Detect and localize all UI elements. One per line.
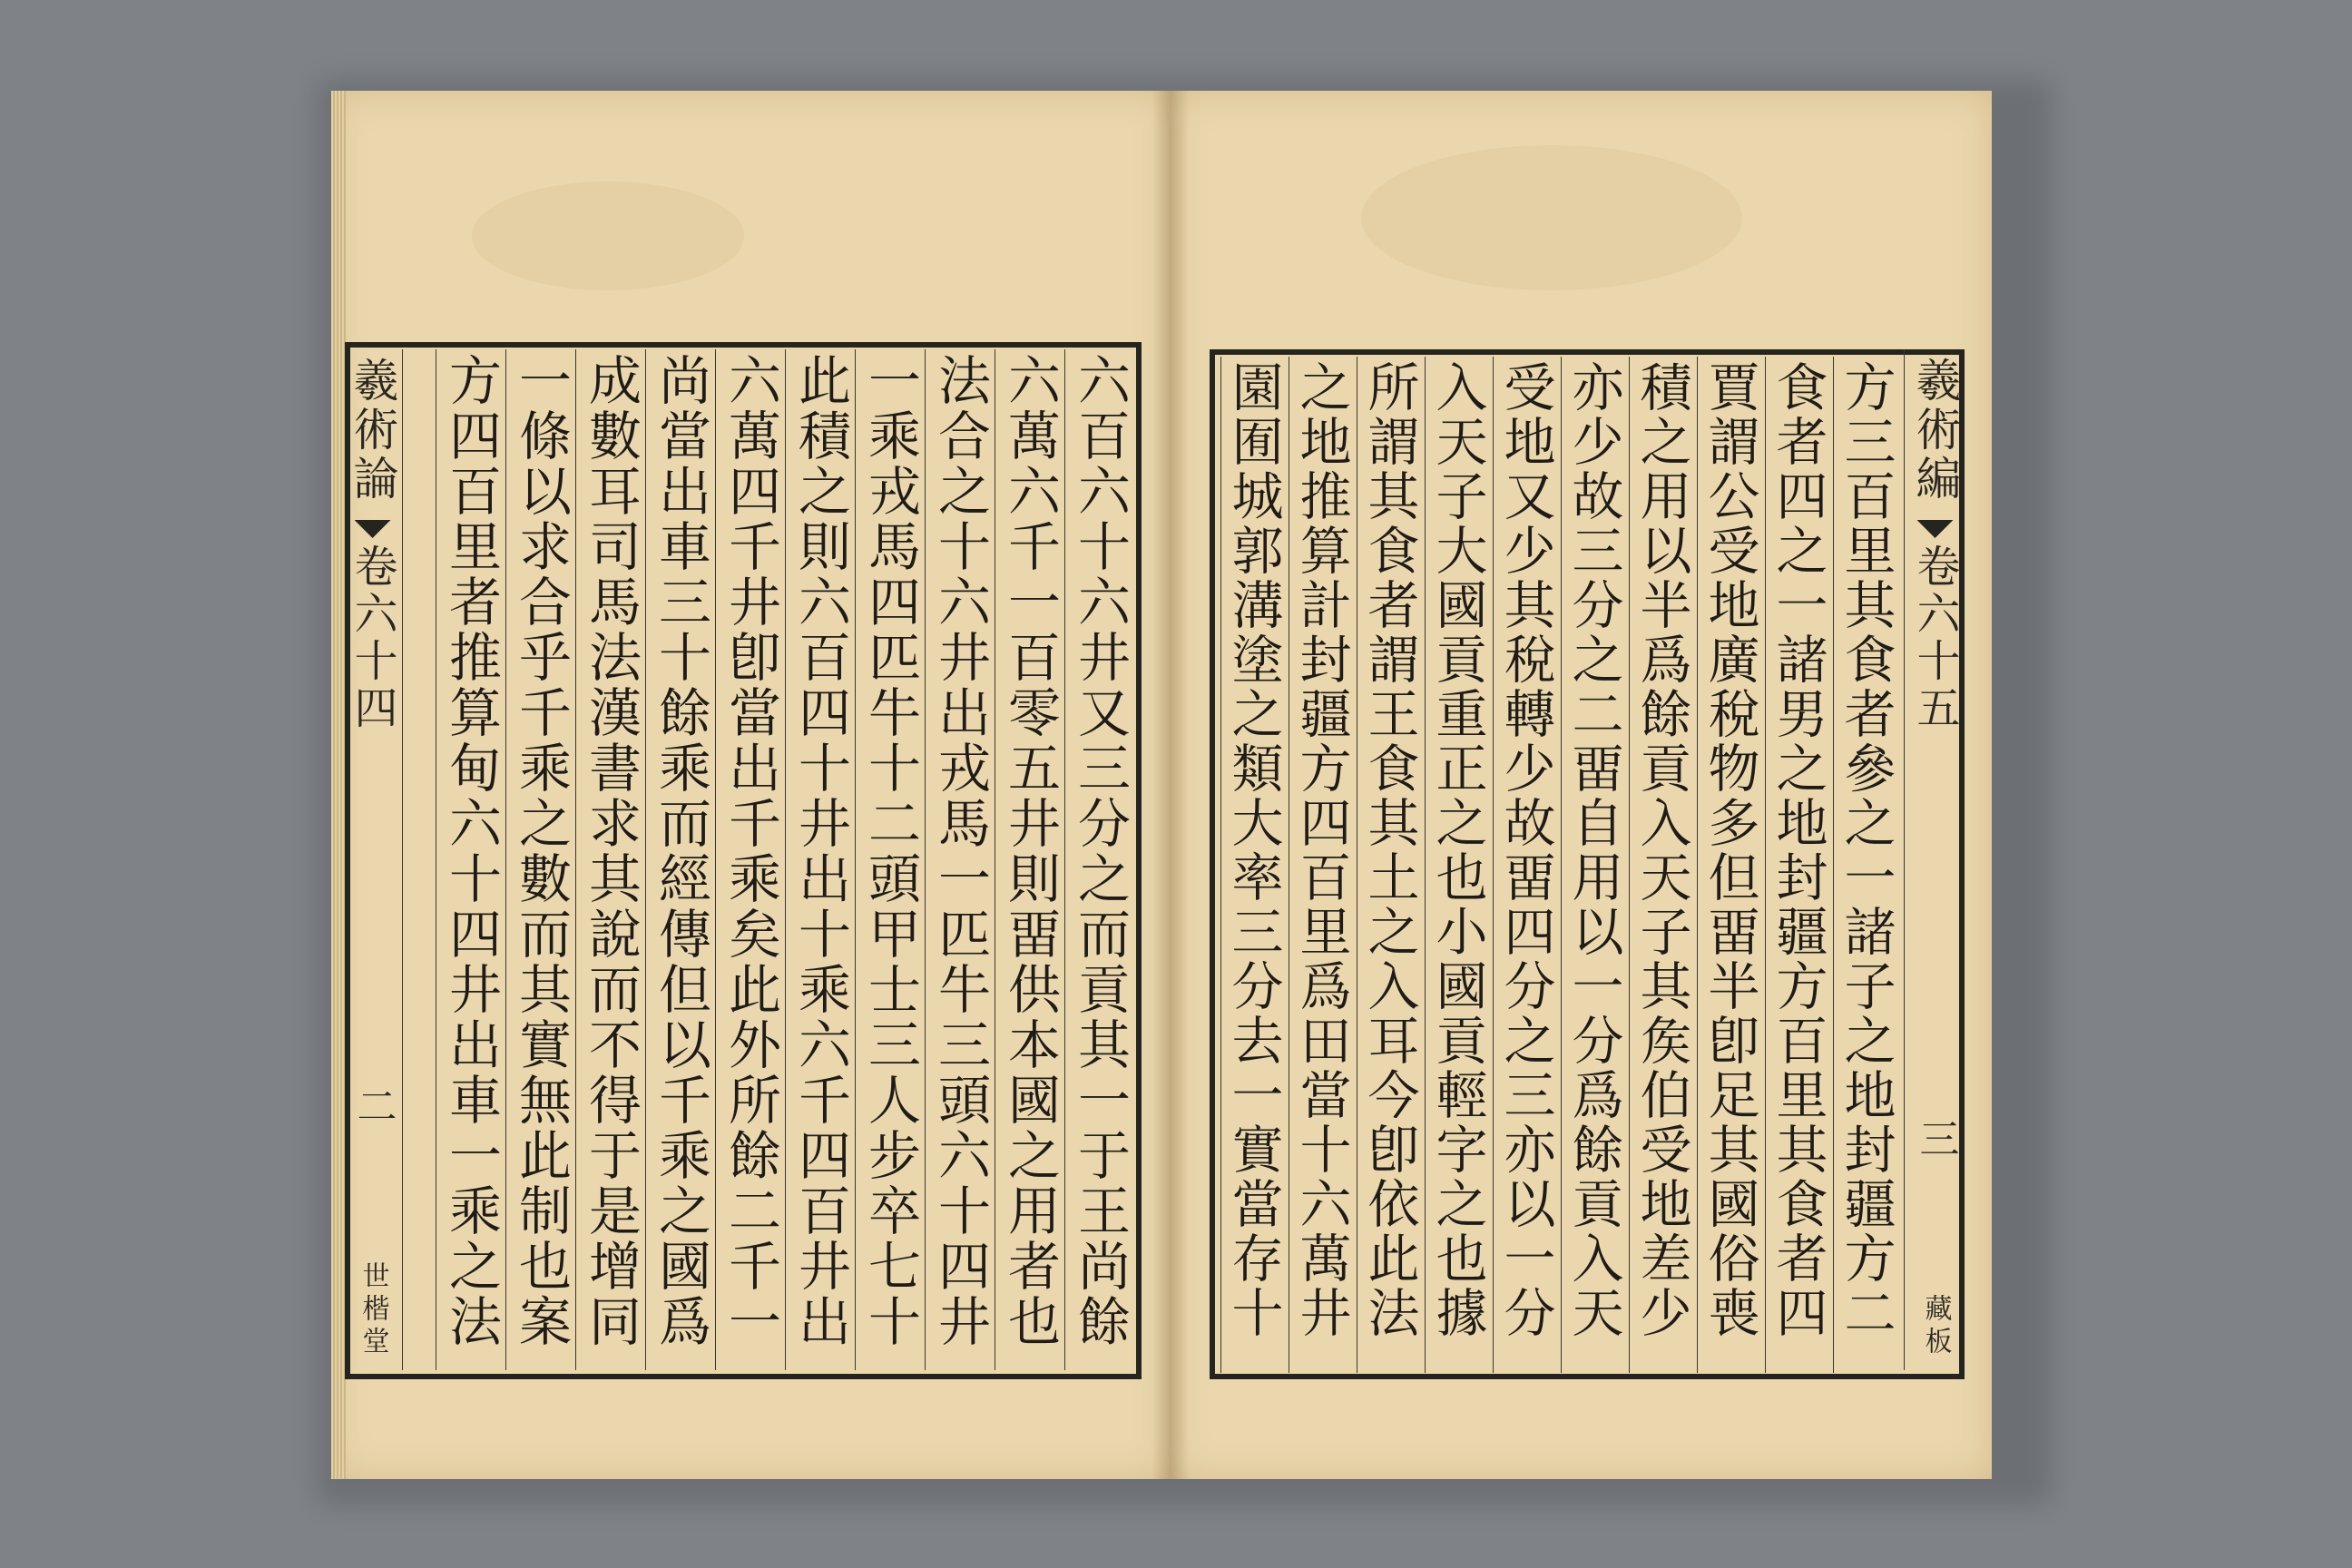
fish-tail-icon xyxy=(1917,520,1954,538)
text-column: 一條以求合乎千乘之數而其實無此制也案 xyxy=(505,349,575,1370)
text-column: 一乘戎馬四匹牛十二頭甲士三人步卒七十 xyxy=(855,349,925,1370)
text-column: 方四百里者推算甸六十四井出車一乘之法 xyxy=(436,349,505,1370)
paper-stain xyxy=(1361,145,1742,290)
banxin-title: 羲術編 xyxy=(1908,357,1962,504)
text-column: 亦少故三分之二畱自用以一分爲餘貢入天 xyxy=(1561,357,1629,1373)
text-column: 六萬六千一百零五井則畱供本國之用者也 xyxy=(995,349,1064,1370)
text-column: 尚當出車三十餘乘而經傳但以千乘之國爲 xyxy=(645,349,715,1370)
text-column: 六萬四千井卽當出千乘矣此外所餘二千一 xyxy=(715,349,785,1370)
banxin-publisher: 世楷堂 xyxy=(357,1261,389,1359)
text-column: 法合之十六井出戎馬一匹牛三頭六十四井 xyxy=(925,349,995,1370)
text-column: 食者四之一諸男之地封疆方百里其食者四 xyxy=(1765,357,1833,1373)
banxin-title: 羲術論 xyxy=(346,357,399,504)
paper-stain xyxy=(472,181,744,290)
text-column: 受地又少其稅轉少故畱四分之三亦以一分 xyxy=(1493,357,1561,1373)
text-column: 六百六十六井又三分之而貢其一于王尚餘 xyxy=(1064,349,1134,1370)
fish-tail-icon xyxy=(355,520,391,538)
text-column: 此積之則六百四十井出十乘六千四百井出 xyxy=(785,349,855,1370)
left-page-banxin xyxy=(343,349,403,1370)
text-column: 所謂其食者謂王食其土之入耳今卽依此法 xyxy=(1357,357,1425,1373)
text-column: 園囿城郭溝塗之類大率三分去一實當存十 xyxy=(1220,357,1289,1373)
banxin-volume: 卷六十五 xyxy=(1909,544,1960,732)
left-page-text xyxy=(399,349,1134,1370)
right-page-text xyxy=(1220,357,1901,1373)
banxin-publisher: 藏板 xyxy=(1919,1294,1952,1359)
right-page-banxin xyxy=(1904,349,1965,1370)
banxin-page-number: 三 xyxy=(1912,1118,1959,1158)
book-gutter xyxy=(1152,91,1189,1479)
text-column: 積之用以半爲餘貢入天子其矦伯受地差少 xyxy=(1629,357,1697,1373)
text-column: 方三百里其食者參之一諸子之地封疆方二 xyxy=(1833,357,1901,1373)
text-column: 賈謂公受地廣稅物多但畱半卽足其國俗喪 xyxy=(1697,357,1765,1373)
text-column: 成數耳司馬法漢書求其說而不得于是增同 xyxy=(575,349,645,1370)
banxin-page-number: 二 xyxy=(349,1085,397,1125)
text-column: 入天子大國貢重正之也小國貢輕字之也據 xyxy=(1425,357,1493,1373)
banxin-volume: 卷六十四 xyxy=(347,544,397,732)
text-column: 之地推算計封疆方四百里爲田當十六萬井 xyxy=(1289,357,1357,1373)
